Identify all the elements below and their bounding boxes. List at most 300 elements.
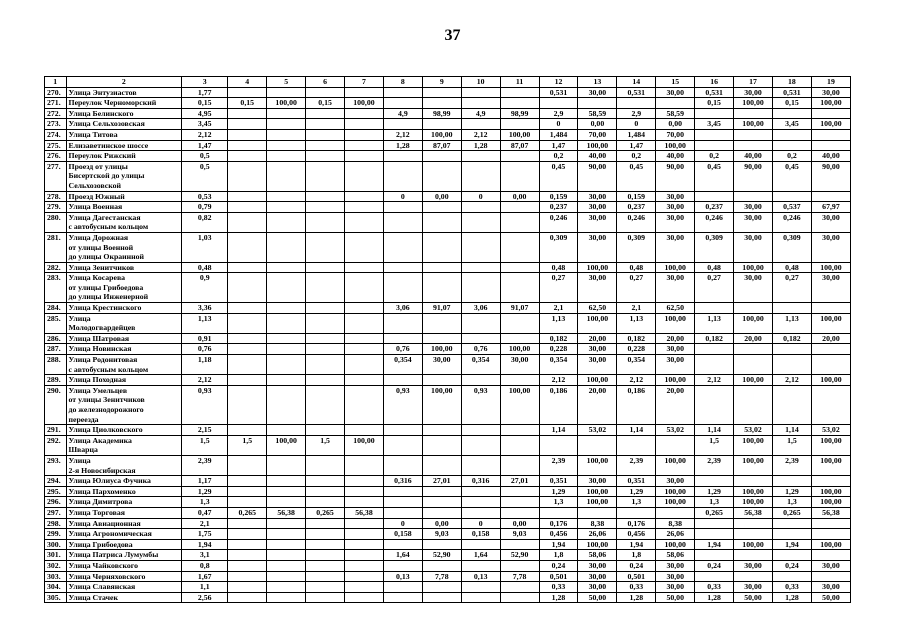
table-cell: 0,9 <box>182 273 228 303</box>
table-cell: 52,90 <box>500 550 539 561</box>
table-cell <box>228 571 267 582</box>
table-row <box>45 140 851 151</box>
table-row <box>45 262 851 273</box>
table-cell <box>461 435 500 455</box>
table-cell: 3,45 <box>182 119 228 130</box>
table-cell: 30,00 <box>656 212 695 232</box>
table-cell: 0,00 <box>422 518 461 529</box>
table-cell <box>383 375 422 386</box>
table-cell <box>811 571 850 582</box>
table-cell <box>695 303 734 314</box>
table-cell <box>267 202 306 213</box>
table-cell: 0,265 <box>772 507 811 518</box>
table-cell: 1,18 <box>182 355 228 375</box>
table-cell: 67,97 <box>811 202 850 213</box>
table-cell <box>578 98 617 109</box>
table-cell <box>267 151 306 162</box>
table-cell <box>772 550 811 561</box>
table-cell <box>306 262 345 273</box>
table-cell <box>228 151 267 162</box>
table-cell: 1,64 <box>383 550 422 561</box>
table-cell <box>734 550 773 561</box>
table-cell <box>772 191 811 202</box>
table-cell <box>228 333 267 344</box>
street-name: Переулок Черноморский <box>66 98 182 109</box>
table-cell: 0,79 <box>182 202 228 213</box>
table-cell <box>461 592 500 603</box>
table-cell: 0,00 <box>656 119 695 130</box>
table-cell: 1,47 <box>539 140 578 151</box>
table-cell: 30,00 <box>734 273 773 303</box>
street-name: Улица Сельхозовская <box>66 119 182 130</box>
table-cell: 26,06 <box>656 529 695 540</box>
table-cell <box>345 455 384 475</box>
table-cell: 30,00 <box>811 273 850 303</box>
table-cell <box>228 375 267 386</box>
table-cell: 9,03 <box>422 529 461 540</box>
table-cell <box>383 435 422 455</box>
street-name: Улица Военная <box>66 202 182 213</box>
table-cell: 30,00 <box>656 582 695 593</box>
table-cell <box>345 151 384 162</box>
table-cell: 0,48 <box>539 262 578 273</box>
table-body <box>45 87 851 603</box>
street-name: Переулок Рижский <box>66 151 182 162</box>
table-cell: 30,00 <box>656 476 695 487</box>
table-cell <box>461 98 500 109</box>
table-cell <box>422 539 461 550</box>
table-cell <box>228 455 267 475</box>
table-cell <box>383 592 422 603</box>
table-cell: 0,501 <box>539 571 578 582</box>
table-cell <box>228 355 267 375</box>
street-name: Улица Косарева от улицы Грибоедова до улицы Инженерной <box>66 273 182 303</box>
table-cell <box>772 140 811 151</box>
table-cell <box>461 375 500 386</box>
page-number: 37 <box>444 27 461 44</box>
table-cell: 1,29 <box>182 486 228 497</box>
table-cell <box>345 191 384 202</box>
table-cell: 20,00 <box>578 385 617 424</box>
table-cell: 90,00 <box>656 161 695 191</box>
table-cell: 100,00 <box>422 344 461 355</box>
table-cell: 0,00 <box>500 191 539 202</box>
table-cell: 100,00 <box>578 140 617 151</box>
table-cell: 0,47 <box>182 507 228 518</box>
table-cell: 1,8 <box>617 550 656 561</box>
table-cell <box>500 262 539 273</box>
table-cell <box>267 333 306 344</box>
table-cell <box>345 232 384 262</box>
table-cell: 0,186 <box>617 385 656 424</box>
table-cell <box>267 161 306 191</box>
row-number: 297. <box>45 507 67 518</box>
street-name: Улица Патриса Лумумбы <box>66 550 182 561</box>
table-cell <box>306 385 345 424</box>
table-cell <box>306 355 345 375</box>
table-cell: 2,39 <box>617 455 656 475</box>
table-cell: 100,00 <box>656 140 695 151</box>
table-cell: 0,351 <box>539 476 578 487</box>
table-cell: 4,95 <box>182 108 228 119</box>
table-cell: 0,45 <box>539 161 578 191</box>
table-cell <box>228 119 267 130</box>
table-cell: 0,316 <box>383 476 422 487</box>
table-cell: 0,228 <box>617 344 656 355</box>
table-cell <box>734 344 773 355</box>
table-cell: 30,00 <box>811 87 850 98</box>
table-cell <box>228 313 267 333</box>
table-cell <box>306 518 345 529</box>
table-cell: 20,00 <box>656 333 695 344</box>
table-cell <box>422 560 461 571</box>
table-cell <box>811 303 850 314</box>
table-cell: 1,3 <box>182 497 228 508</box>
table-cell: 100,00 <box>422 385 461 424</box>
table-cell: 20,00 <box>578 333 617 344</box>
table-cell: 30,00 <box>734 582 773 593</box>
table-cell: 0 <box>383 191 422 202</box>
table-cell: 100,00 <box>578 262 617 273</box>
table-cell: 100,00 <box>734 497 773 508</box>
column-header: 15 <box>656 77 695 88</box>
street-name: Улица Умельцев от улицы Зенитчиков до железнодорожного переезда <box>66 385 182 424</box>
row-number: 294. <box>45 476 67 487</box>
table-cell <box>422 262 461 273</box>
table-row <box>45 119 851 130</box>
table-cell: 1,14 <box>772 425 811 436</box>
table-cell: 3,45 <box>772 119 811 130</box>
table-cell: 0,456 <box>617 529 656 540</box>
table-cell: 100,00 <box>811 497 850 508</box>
table-cell: 0,24 <box>617 560 656 571</box>
street-name: Улица Торговая <box>66 507 182 518</box>
street-name: Улица Новинская <box>66 344 182 355</box>
table-cell <box>228 476 267 487</box>
table-cell: 100,00 <box>578 539 617 550</box>
street-name: Улица Циолковского <box>66 425 182 436</box>
table-cell: 100,00 <box>811 455 850 475</box>
table-cell: 90,00 <box>811 161 850 191</box>
table-cell: 0,351 <box>617 476 656 487</box>
table-cell: 30,00 <box>656 273 695 303</box>
table-cell <box>500 161 539 191</box>
table-cell <box>461 313 500 333</box>
table-cell <box>345 355 384 375</box>
table-cell <box>345 313 384 333</box>
table-cell: 3,36 <box>182 303 228 314</box>
table-cell <box>345 273 384 303</box>
table-cell <box>695 529 734 540</box>
table-cell: 30,00 <box>656 87 695 98</box>
street-name: Улица Белинского <box>66 108 182 119</box>
table-row <box>45 486 851 497</box>
row-number: 300. <box>45 539 67 550</box>
table-cell: 53,02 <box>811 425 850 436</box>
table-cell <box>345 202 384 213</box>
table-row <box>45 344 851 355</box>
table-cell: 100,00 <box>500 385 539 424</box>
table-cell <box>306 344 345 355</box>
table-cell <box>306 303 345 314</box>
table-cell: 0,2 <box>695 151 734 162</box>
table-cell: 0,82 <box>182 212 228 232</box>
table-cell <box>422 232 461 262</box>
table-cell: 0,265 <box>228 507 267 518</box>
table-cell: 0 <box>539 119 578 130</box>
table-cell: 40,00 <box>811 151 850 162</box>
table-row <box>45 333 851 344</box>
table-cell: 0,309 <box>772 232 811 262</box>
table-cell <box>306 571 345 582</box>
table-cell: 1,8 <box>539 550 578 561</box>
table-cell: 100,00 <box>656 539 695 550</box>
column-header: 16 <box>695 77 734 88</box>
table-cell <box>306 497 345 508</box>
table-cell: 0,182 <box>772 333 811 344</box>
table-cell <box>461 425 500 436</box>
table-cell <box>500 119 539 130</box>
table-cell: 2,1 <box>617 303 656 314</box>
table-cell: 30,00 <box>578 344 617 355</box>
table-cell: 0,228 <box>539 344 578 355</box>
table-cell: 1,5 <box>182 435 228 455</box>
row-number: 298. <box>45 518 67 529</box>
table-row <box>45 560 851 571</box>
table-cell <box>228 161 267 191</box>
street-name: Улица Пархоменко <box>66 486 182 497</box>
table-cell: 30,00 <box>811 232 850 262</box>
table-cell: 30,00 <box>656 191 695 202</box>
street-name: Улица Шатровая <box>66 333 182 344</box>
table-cell: 0,93 <box>182 385 228 424</box>
table-cell: 1,484 <box>539 129 578 140</box>
table-cell: 0,48 <box>617 262 656 273</box>
table-cell: 20,00 <box>811 333 850 344</box>
table-cell: 0,24 <box>539 560 578 571</box>
table-cell <box>500 333 539 344</box>
table-cell <box>772 518 811 529</box>
table-cell <box>383 151 422 162</box>
row-number: 290. <box>45 385 67 424</box>
table-cell <box>228 108 267 119</box>
table-cell: 100,00 <box>734 98 773 109</box>
table-cell <box>500 507 539 518</box>
table-cell: 1,75 <box>182 529 228 540</box>
table-cell <box>228 550 267 561</box>
table-cell: 100,00 <box>345 98 384 109</box>
row-number: 271. <box>45 98 67 109</box>
table-cell: 9,03 <box>500 529 539 540</box>
table-cell: 2,12 <box>182 129 228 140</box>
table-cell: 1,3 <box>695 497 734 508</box>
table-cell <box>228 582 267 593</box>
table-cell <box>383 333 422 344</box>
table-cell: 0,15 <box>228 98 267 109</box>
table-cell: 0,354 <box>383 355 422 375</box>
table-cell: 0,48 <box>695 262 734 273</box>
row-number: 303. <box>45 571 67 582</box>
table-cell <box>383 262 422 273</box>
table-cell <box>500 592 539 603</box>
table-cell: 100,00 <box>500 344 539 355</box>
table-cell <box>422 87 461 98</box>
table-cell: 30,00 <box>578 273 617 303</box>
row-number: 276. <box>45 151 67 162</box>
table-cell <box>383 161 422 191</box>
street-name: Улица 2-я Новосибирская <box>66 455 182 475</box>
table-cell: 0 <box>461 191 500 202</box>
table-cell: 0,15 <box>695 98 734 109</box>
table-cell <box>383 497 422 508</box>
table-cell: 2,39 <box>695 455 734 475</box>
table-cell: 1,28 <box>695 592 734 603</box>
table-cell: 0,537 <box>772 202 811 213</box>
table-cell <box>267 191 306 202</box>
table-cell <box>306 202 345 213</box>
column-header: 4 <box>228 77 267 88</box>
street-name: Улица Юлиуса Фучика <box>66 476 182 487</box>
table-cell: 40,00 <box>656 151 695 162</box>
table-cell <box>228 262 267 273</box>
table-cell <box>500 425 539 436</box>
row-number: 305. <box>45 592 67 603</box>
table-cell <box>772 355 811 375</box>
column-header: 7 <box>345 77 384 88</box>
table-row <box>45 303 851 314</box>
table-cell <box>267 518 306 529</box>
table-cell: 50,00 <box>734 592 773 603</box>
table-cell: 100,00 <box>811 98 850 109</box>
table-cell <box>228 129 267 140</box>
table-cell: 100,00 <box>500 129 539 140</box>
table-cell <box>695 550 734 561</box>
table-cell <box>267 119 306 130</box>
table-cell: 0,76 <box>461 344 500 355</box>
column-header: 3 <box>182 77 228 88</box>
table-cell <box>345 497 384 508</box>
table-row <box>45 87 851 98</box>
table-cell <box>306 129 345 140</box>
table-cell: 1,64 <box>461 550 500 561</box>
table-cell <box>422 98 461 109</box>
table-cell: 50,00 <box>656 592 695 603</box>
table-cell <box>422 592 461 603</box>
table-cell: 0,76 <box>182 344 228 355</box>
table-cell: 0,8 <box>182 560 228 571</box>
table-cell: 27,01 <box>422 476 461 487</box>
table-cell: 1,29 <box>539 486 578 497</box>
table-cell <box>383 313 422 333</box>
table-cell <box>345 560 384 571</box>
table-cell <box>345 212 384 232</box>
table-cell <box>228 212 267 232</box>
table-cell <box>383 425 422 436</box>
column-header: 17 <box>734 77 773 88</box>
table-row <box>45 497 851 508</box>
street-name: Улица Славянская <box>66 582 182 593</box>
table-cell: 1,5 <box>695 435 734 455</box>
table-cell <box>461 232 500 262</box>
table-cell: 2,12 <box>617 375 656 386</box>
row-number: 270. <box>45 87 67 98</box>
table-cell: 20,00 <box>656 385 695 424</box>
table-cell: 0,182 <box>617 333 656 344</box>
table-cell: 0,501 <box>617 571 656 582</box>
table-cell: 100,00 <box>267 98 306 109</box>
table-cell: 100,00 <box>734 539 773 550</box>
street-name: Улица Родонитовая с автобусным кольцом <box>66 355 182 375</box>
table-cell <box>267 355 306 375</box>
column-header: 8 <box>383 77 422 88</box>
row-number: 280. <box>45 212 67 232</box>
table-cell: 2,12 <box>772 375 811 386</box>
table-cell: 30,00 <box>656 571 695 582</box>
table-cell <box>461 212 500 232</box>
table-cell <box>695 355 734 375</box>
table-cell <box>811 344 850 355</box>
table-cell <box>422 455 461 475</box>
table-cell <box>267 529 306 540</box>
table-cell <box>267 385 306 424</box>
table-cell: 0,33 <box>695 582 734 593</box>
table-cell <box>695 129 734 140</box>
table-cell <box>500 435 539 455</box>
table-cell <box>306 425 345 436</box>
table-cell: 0,265 <box>306 507 345 518</box>
table-cell: 0,176 <box>539 518 578 529</box>
table-cell: 1,77 <box>182 87 228 98</box>
table-cell: 0,186 <box>539 385 578 424</box>
street-name: Улица Зенитчиков <box>66 262 182 273</box>
table-cell: 0,176 <box>617 518 656 529</box>
street-name: Улица Стачек <box>66 592 182 603</box>
table-cell: 0,76 <box>383 344 422 355</box>
table-cell <box>345 476 384 487</box>
table-cell <box>306 455 345 475</box>
table-cell <box>461 262 500 273</box>
table-cell: 30,00 <box>578 560 617 571</box>
table-cell: 0 <box>617 119 656 130</box>
table-cell: 0,182 <box>695 333 734 344</box>
table-cell: 0,265 <box>695 507 734 518</box>
table-cell: 1,47 <box>617 140 656 151</box>
table-cell <box>267 592 306 603</box>
table-cell: 0,93 <box>383 385 422 424</box>
table-cell <box>422 313 461 333</box>
table-cell: 0,246 <box>772 212 811 232</box>
table-cell <box>811 476 850 487</box>
table-cell <box>734 355 773 375</box>
table-cell <box>228 140 267 151</box>
table-cell: 2,39 <box>772 455 811 475</box>
table-cell: 27,01 <box>500 476 539 487</box>
table-cell: 58,59 <box>578 108 617 119</box>
table-cell <box>228 202 267 213</box>
table-cell <box>695 140 734 151</box>
table-cell: 3,06 <box>461 303 500 314</box>
table-cell <box>772 108 811 119</box>
table-cell <box>383 539 422 550</box>
table-cell: 0,237 <box>539 202 578 213</box>
table-cell: 8,38 <box>578 518 617 529</box>
column-header: 12 <box>539 77 578 88</box>
table-cell <box>695 191 734 202</box>
table-cell: 0,33 <box>539 582 578 593</box>
table-cell <box>267 476 306 487</box>
table-cell <box>500 560 539 571</box>
table-cell <box>228 518 267 529</box>
